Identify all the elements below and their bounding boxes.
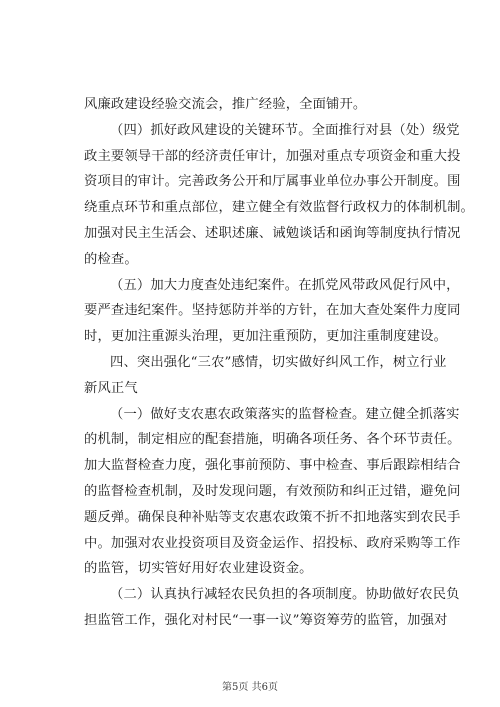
section-heading: 四、突出强化“三农”感情，切实做好纠风工作，树立行业: [110, 354, 447, 370]
text-line: 资项目的审计。完善政务公开和厅属事业单位办事公开制度。围: [84, 174, 461, 190]
text-line: 要严查违纪案件。坚持惩防并举的方针，在加大查处案件力度同: [84, 303, 461, 319]
text-line: 绕重点环节和重点部位，建立健全有效监督行政权力的体制机制。: [84, 200, 474, 216]
text-line: 的检查。: [84, 251, 138, 267]
text-line: 政主要领导干部的经济责任审计，加强对重点专项资金和重大投: [84, 148, 461, 164]
paragraph-heading-5: （五）加大力度查处违纪案件。在抓党风带政风促行风中，: [110, 277, 460, 293]
text-line: 加大监督检查力度，强化事前预防、事中检查、事后跟踪相结合: [84, 458, 461, 474]
text-line: 题反弹。确保良种补贴等支农惠农政策不折不扣地落实到农民手: [84, 509, 461, 525]
paragraph-heading-4: （四）抓好政风建设的关键环节。全面推行对县（处）级党: [110, 122, 460, 138]
paragraph-heading-1: （一）做好支农惠农政策落实的监督检查。建立健全抓落实: [110, 406, 460, 422]
text-line: 风廉政建设经验交流会，推广经验，全面铺开。: [84, 97, 367, 112]
text-line: 担监管工作，强化对村民“一事一议”筹资筹劳的监管，加强对: [84, 612, 448, 628]
text-line: 时，更加注重源头治理，更加注重预防，更加注重制度建设。: [84, 329, 448, 345]
text-line: 加强对民主生活会、述职述廉、诫勉谈话和函询等制度执行情况: [84, 225, 461, 241]
page-number: 第5页 共6页: [222, 682, 278, 693]
paragraph-heading-2: （二）认真执行减轻农民负担的各项制度。协助做好农民负: [110, 587, 460, 603]
text-line: 的监管，切实管好用好农业建设资金。: [84, 561, 313, 577]
text-line: 的监督检查机制，及时发现问题，有效预防和纠正过错，避免问: [84, 483, 461, 499]
section-heading-cont: 新风正气: [84, 380, 138, 396]
text-line: 中。加强对农业投资项目及资金运作、招投标、政府采购等工作: [84, 535, 461, 551]
text-line: 的机制，制定相应的配套措施，明确各项任务、各个环节责任。: [84, 432, 461, 448]
body-text: [84, 92, 474, 634]
